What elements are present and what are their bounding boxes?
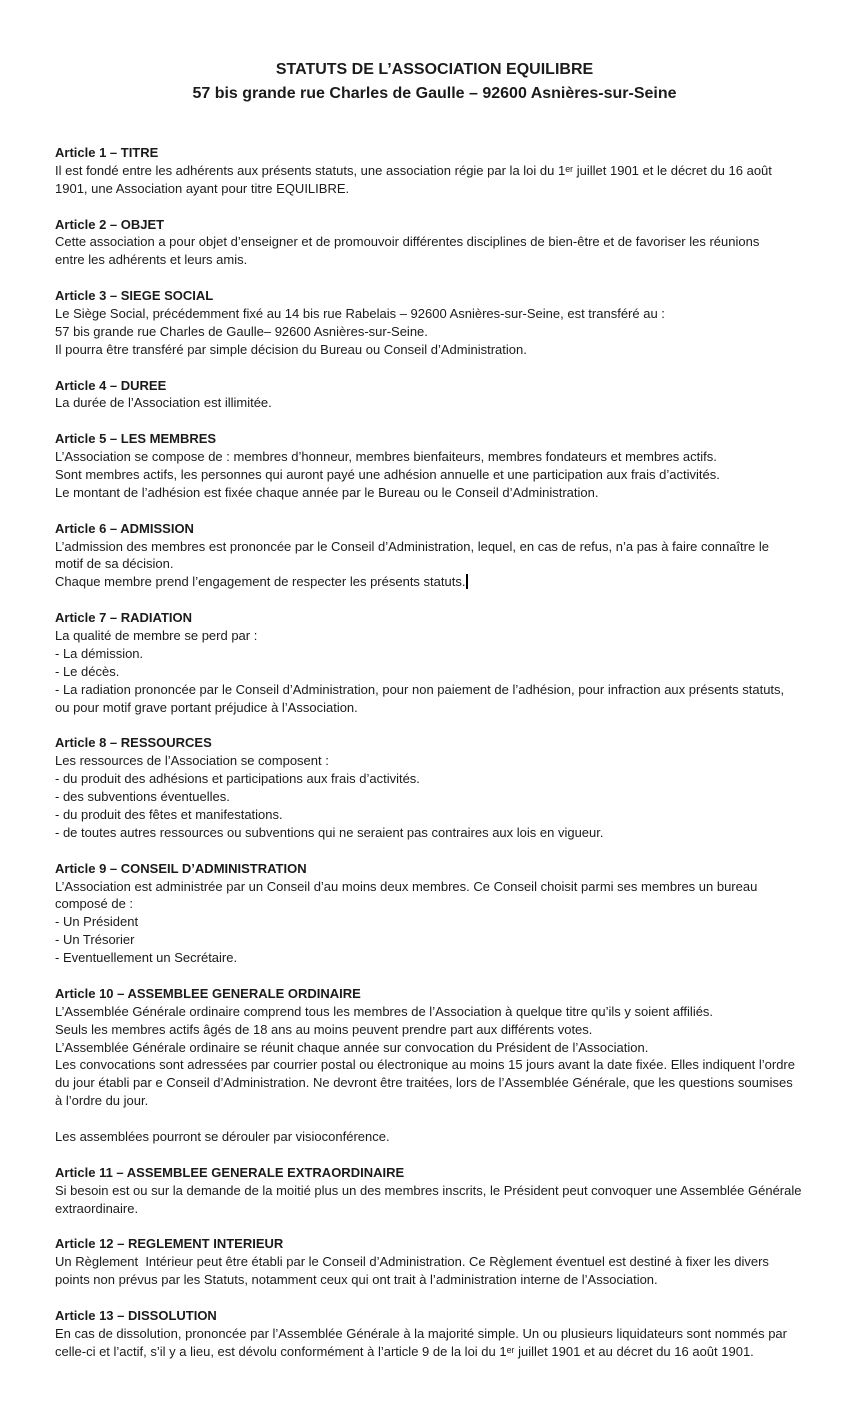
line-text: Les ressources de l’Association se composent : bbox=[55, 753, 329, 769]
article-heading: Article 5 – LES MEMBRES bbox=[55, 431, 217, 447]
article-3 bbox=[55, 287, 814, 359]
article-line bbox=[55, 1128, 814, 1146]
line-text: à l’ordre du jour. bbox=[55, 1093, 149, 1109]
line-text: - La radiation prononcée par le Conseil d’Administration, pour non paiement de l’adhésion, pour infraction aux présents statuts, bbox=[55, 681, 785, 697]
article-heading: Article 9 – CONSEIL D’ADMINISTRATION bbox=[55, 860, 307, 876]
line-text: L’Association se compose de : membres d’honneur, membres bienfaiteurs, membres fondateurs et membres actifs. bbox=[55, 449, 717, 465]
article-heading: Article 4 – DUREE bbox=[55, 377, 167, 393]
article-line bbox=[55, 1056, 814, 1074]
article-12 bbox=[55, 1235, 814, 1289]
article-line bbox=[55, 1325, 814, 1343]
article-line bbox=[55, 180, 814, 198]
line-text: Chaque membre prend l’engagement de respecter les présents statuts. bbox=[55, 574, 466, 590]
article-line bbox=[55, 699, 814, 717]
blank-line bbox=[55, 1110, 814, 1128]
article-heading: Article 12 – REGLEMENT INTERIEUR bbox=[55, 1236, 284, 1252]
line-text: points non prévus par les Statuts, notamment ceux qui ont trait à l’administration interne de l’Association. bbox=[55, 1272, 658, 1288]
article-line bbox=[55, 1021, 814, 1039]
article-line bbox=[55, 484, 814, 502]
article-heading: Article 13 – DISSOLUTION bbox=[55, 1307, 217, 1323]
article-heading: Article 8 – RESSOURCES bbox=[55, 735, 212, 751]
article-heading: Article 6 – ADMISSION bbox=[55, 520, 194, 536]
line-text: - du produit des fêtes et manifestations. bbox=[55, 806, 283, 822]
line-text: ou pour motif grave portant préjudice à l’Association. bbox=[55, 699, 358, 715]
article-4 bbox=[55, 377, 814, 413]
article-heading: Article 7 – RADIATION bbox=[55, 610, 193, 626]
article-line bbox=[55, 1092, 814, 1110]
document-header bbox=[55, 58, 814, 106]
line-text: Cette association a pour objet d’enseigner et de promouvoir différentes disciplines de bien-être et de favoriser les réunions bbox=[55, 234, 760, 250]
line-text: - Eventuellement un Secrétaire. bbox=[55, 950, 238, 966]
article-6 bbox=[55, 520, 814, 592]
line-text: Il pourra être transféré par simple décision du Bureau ou Conseil d’Administration. bbox=[55, 341, 527, 357]
article-line bbox=[55, 1200, 814, 1218]
article-line bbox=[55, 466, 814, 484]
line-text: composé de : bbox=[55, 896, 134, 912]
article-heading: Article 10 – ASSEMBLEE GENERALE ORDINAIRE bbox=[55, 985, 361, 1001]
line-text: La qualité de membre se perd par : bbox=[55, 628, 258, 644]
article-heading: Article 11 – ASSEMBLEE GENERALE EXTRAORDINAIRE bbox=[55, 1164, 405, 1180]
article-line bbox=[55, 162, 814, 180]
article-10 bbox=[55, 985, 814, 1146]
article-line bbox=[55, 913, 814, 931]
article-line bbox=[55, 627, 814, 645]
article-1 bbox=[55, 144, 814, 198]
line-text: extraordinaire. bbox=[55, 1200, 139, 1216]
article-5 bbox=[55, 430, 814, 502]
line-text: Seuls les membres actifs âgés de 18 ans au moins peuvent prendre part aux différents votes. bbox=[55, 1021, 593, 1037]
article-line bbox=[55, 788, 814, 806]
article-line bbox=[55, 341, 814, 359]
article-line bbox=[55, 824, 814, 842]
line-text: L’Assemblée Générale ordinaire comprend tous les membres de l’Association à quelque titre qu’ils y soient affiliés. bbox=[55, 1003, 714, 1019]
article-line bbox=[55, 878, 814, 896]
line-text: - Un Trésorier bbox=[55, 932, 135, 948]
article-line bbox=[55, 555, 814, 573]
line-text: Le Siège Social, précédemment fixé au 14 bis rue Rabelais – 92600 Asnières-sur-Seine, est transféré au : bbox=[55, 306, 665, 322]
document-address: 57 bis grande rue Charles de Gaulle – 92600 Asnières-sur-Seine bbox=[192, 85, 677, 102]
line-text: 57 bis grande rue Charles de Gaulle– 92600 Asnières-sur-Seine. bbox=[55, 323, 428, 339]
article-line bbox=[55, 1271, 814, 1289]
text-cursor bbox=[466, 574, 468, 589]
line-text: Sont membres actifs, les personnes qui auront payé une adhésion annuelle et une participation aux frais d’activités. bbox=[55, 467, 720, 483]
line-text: Si besoin est ou sur la demande de la moitié plus un des membres inscrits, le Président peut convoquer une Assemblée Générale bbox=[55, 1182, 802, 1198]
article-line bbox=[55, 645, 814, 663]
document-title: STATUTS DE L’ASSOCIATION EQUILIBRE bbox=[275, 61, 594, 78]
line-text: Un Règlement Intérieur peut être établi par le Conseil d’Administration. Ce Règlement éventuel est destiné à fixer les divers bbox=[55, 1254, 769, 1270]
article-line bbox=[55, 1039, 814, 1057]
line-text: Les convocations sont adressées par courrier postal ou électronique au moins 15 jours avant la date fixée. Elles indiquent l’ordre bbox=[55, 1057, 795, 1073]
line-text: - La démission. bbox=[55, 645, 144, 661]
article-13 bbox=[55, 1307, 814, 1361]
article-line bbox=[55, 251, 814, 269]
line-text: - des subventions éventuelles. bbox=[55, 789, 230, 805]
article-line bbox=[55, 681, 814, 699]
article-line bbox=[55, 323, 814, 341]
articles-container bbox=[55, 144, 814, 1361]
article-line bbox=[55, 1343, 814, 1361]
line-text: - Un Président bbox=[55, 914, 139, 930]
line-text: Le montant de l’adhésion est fixée chaque année par le Bureau ou le Conseil d’Administration. bbox=[55, 484, 599, 500]
article-line bbox=[55, 949, 814, 967]
article-heading: Article 1 – TITRE bbox=[55, 145, 159, 160]
article-7 bbox=[55, 609, 814, 716]
article-line bbox=[55, 931, 814, 949]
article-line bbox=[55, 1074, 814, 1092]
article-11 bbox=[55, 1164, 814, 1218]
line-text: Il est fondé entre les adhérents aux présents statuts, une association régie par la loi du 1ᵉʳ juillet 1901 et le décret du 16 août bbox=[55, 162, 772, 178]
article-line bbox=[55, 394, 814, 412]
line-text: celle-ci et l’actif, s’il y a lieu, est dévolu conformément à l’article 9 de la loi du 1ᵉʳ juillet 1901 et au décret du 16 août 1901. bbox=[55, 1343, 754, 1359]
line-text: 1901, une Association ayant pour titre EQUILIBRE. bbox=[55, 180, 350, 196]
line-text: du jour établi par e Conseil d’Administration. Ne devront être traitées, lors de l’Assemblée Générale, que les questions soumises bbox=[55, 1075, 793, 1091]
line-text: L’Assemblée Générale ordinaire se réunit chaque année sur convocation du Président de l’Association. bbox=[55, 1039, 649, 1055]
article-8 bbox=[55, 734, 814, 841]
article-line bbox=[55, 448, 814, 466]
article-line bbox=[55, 233, 814, 251]
article-line bbox=[55, 1003, 814, 1021]
article-line bbox=[55, 1182, 814, 1200]
article-heading: Article 2 – OBJET bbox=[55, 216, 165, 232]
line-text: La durée de l’Association est illimitée. bbox=[55, 395, 272, 411]
article-line bbox=[55, 573, 814, 591]
article-line bbox=[55, 663, 814, 681]
article-line bbox=[55, 895, 814, 913]
article-line bbox=[55, 1253, 814, 1271]
article-line bbox=[55, 752, 814, 770]
line-text: L’Association est administrée par un Conseil d’au moins deux membres. Ce Conseil choisit parmi ses membres un bureau bbox=[55, 878, 758, 894]
line-text: En cas de dissolution, prononcée par l’Assemblée Générale à la majorité simple. Un ou plusieurs liquidateurs sont nommés par bbox=[55, 1325, 787, 1341]
article-line bbox=[55, 305, 814, 323]
line-text: - du produit des adhésions et participations aux frais d’activités. bbox=[55, 771, 420, 787]
line-text: Les assemblées pourront se dérouler par visioconférence. bbox=[55, 1128, 390, 1144]
article-line bbox=[55, 538, 814, 556]
line-text: entre les adhérents et leurs amis. bbox=[55, 252, 248, 268]
line-text: - Le décès. bbox=[55, 663, 120, 679]
article-9 bbox=[55, 860, 814, 967]
article-line bbox=[55, 806, 814, 824]
line-text: - de toutes autres ressources ou subventions qui ne seraient pas contraires aux lois en vigueur. bbox=[55, 824, 604, 840]
article-line bbox=[55, 770, 814, 788]
line-text: motif de sa décision. bbox=[55, 556, 174, 572]
article-heading: Article 3 – SIEGE SOCIAL bbox=[55, 288, 214, 304]
line-text: L’admission des membres est prononcée par le Conseil d’Administration, lequel, en cas de refus, n’a pas à faire connaître le bbox=[55, 538, 769, 554]
article-2 bbox=[55, 216, 814, 270]
